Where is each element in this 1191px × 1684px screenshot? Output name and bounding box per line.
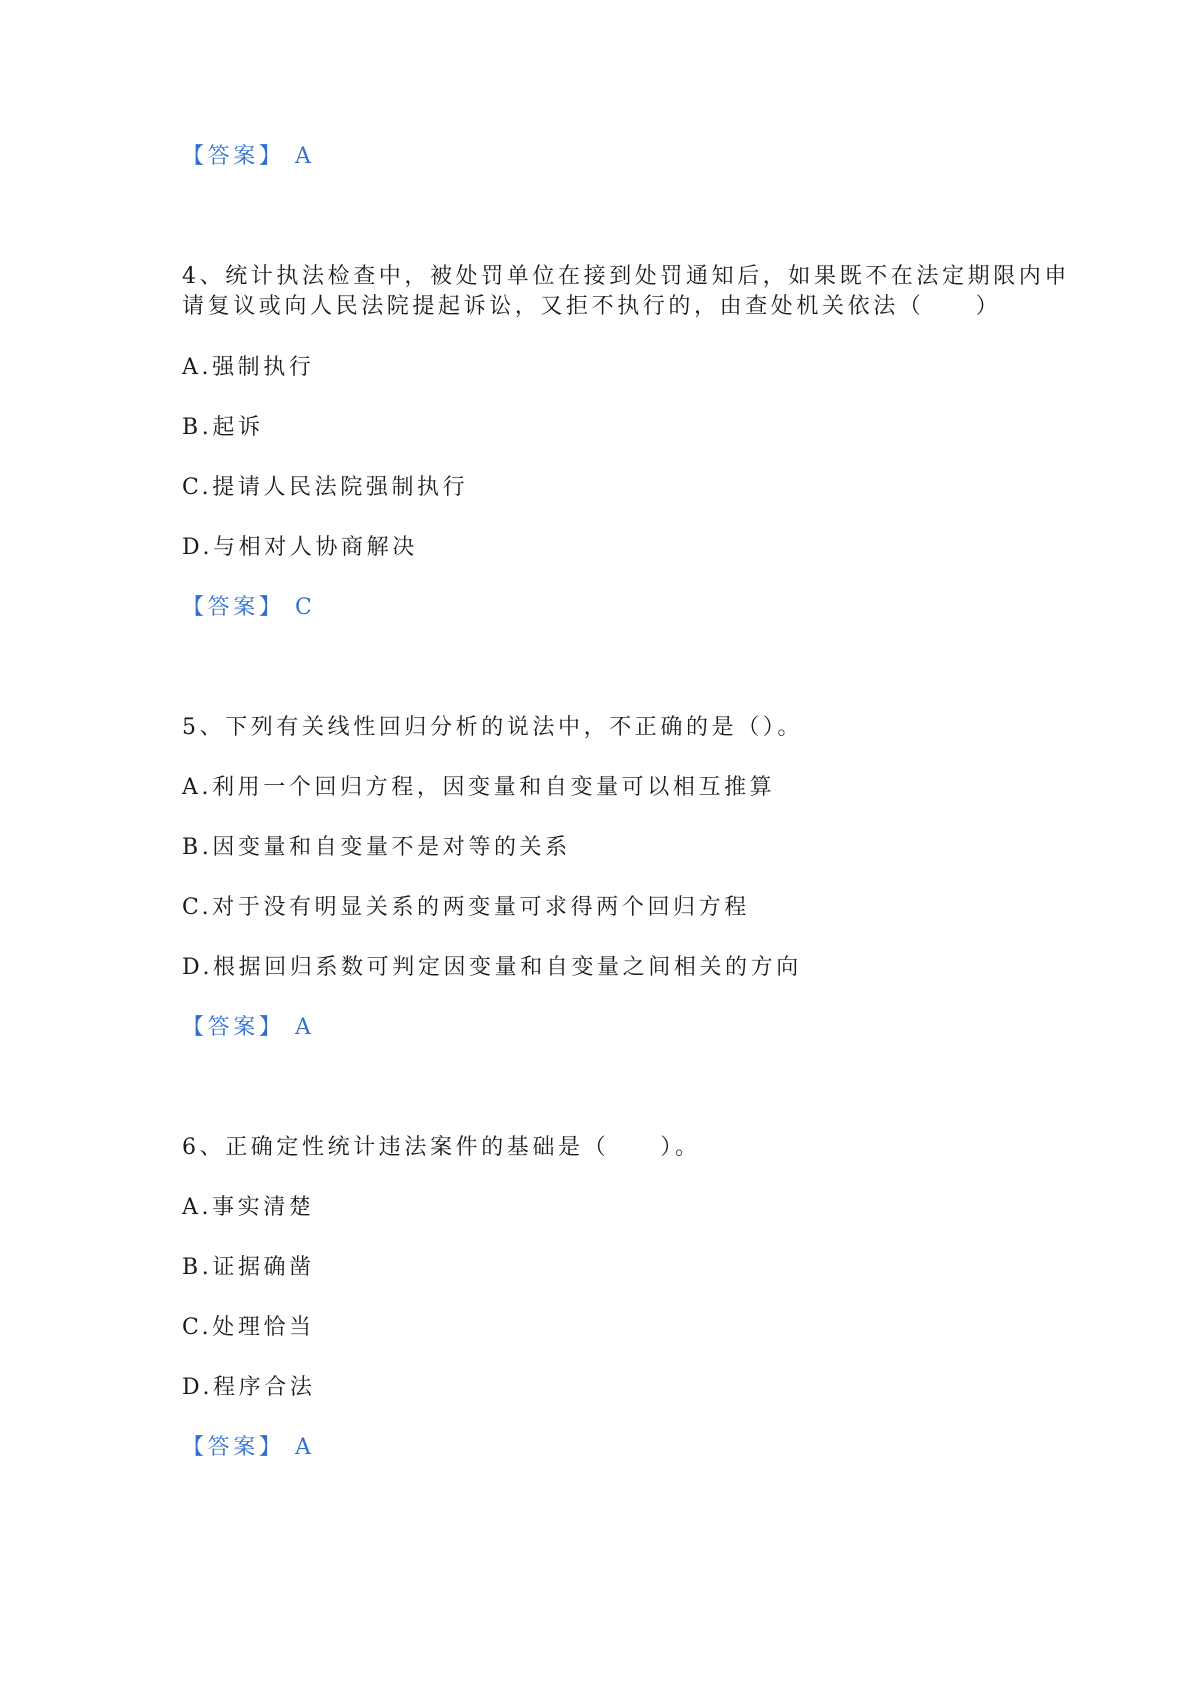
option-b: B.因变量和自变量不是对等的关系 (182, 835, 571, 860)
answer-letter: A (295, 144, 311, 169)
option-d: D.与相对人协商解决 (182, 535, 418, 560)
question-stem-line: 请复议或向人民法院提起诉讼，又拒不执行的，由查处机关依法（ ） (182, 294, 1002, 319)
answer-prefix: 【答案】 (182, 144, 285, 169)
option-b: B.起诉 (182, 415, 264, 440)
answer-prefix: 【答案】 (182, 1015, 285, 1040)
option-b: B.证据确凿 (182, 1255, 315, 1280)
option-c: C.处理恰当 (182, 1315, 315, 1340)
option-a: A.强制执行 (182, 355, 315, 380)
option-c: C.对于没有明显关系的两变量可求得两个回归方程 (182, 895, 750, 920)
option-d: D.根据回归系数可判定因变量和自变量之间相关的方向 (182, 955, 802, 980)
answer-letter: A (295, 1015, 311, 1040)
question-stem-line: 4、统计执法检查中，被处罚单位在接到处罚通知后，如果既不在法定期限内申 (182, 264, 1070, 289)
answer-prefix: 【答案】 (182, 1435, 285, 1460)
answer-letter: C (295, 595, 312, 620)
option-d: D.程序合法 (182, 1375, 316, 1400)
option-a: A.事实清楚 (182, 1195, 315, 1220)
question-stem-line: 5、下列有关线性回归分析的说法中，不正确的是（）。 (182, 715, 803, 740)
option-a: A.利用一个回归方程，因变量和自变量可以相互推算 (182, 775, 776, 800)
answer-line (182, 1013, 311, 1043)
answer-prefix: 【答案】 (182, 595, 285, 620)
answer-letter: A (295, 1435, 311, 1460)
option-c: C.提请人民法院强制执行 (182, 475, 469, 500)
question-stem-line: 6、正确定性统计违法案件的基础是（ ）。 (182, 1135, 701, 1160)
answer-line (182, 142, 311, 172)
answer-line (182, 593, 312, 623)
answer-line (182, 1433, 311, 1463)
